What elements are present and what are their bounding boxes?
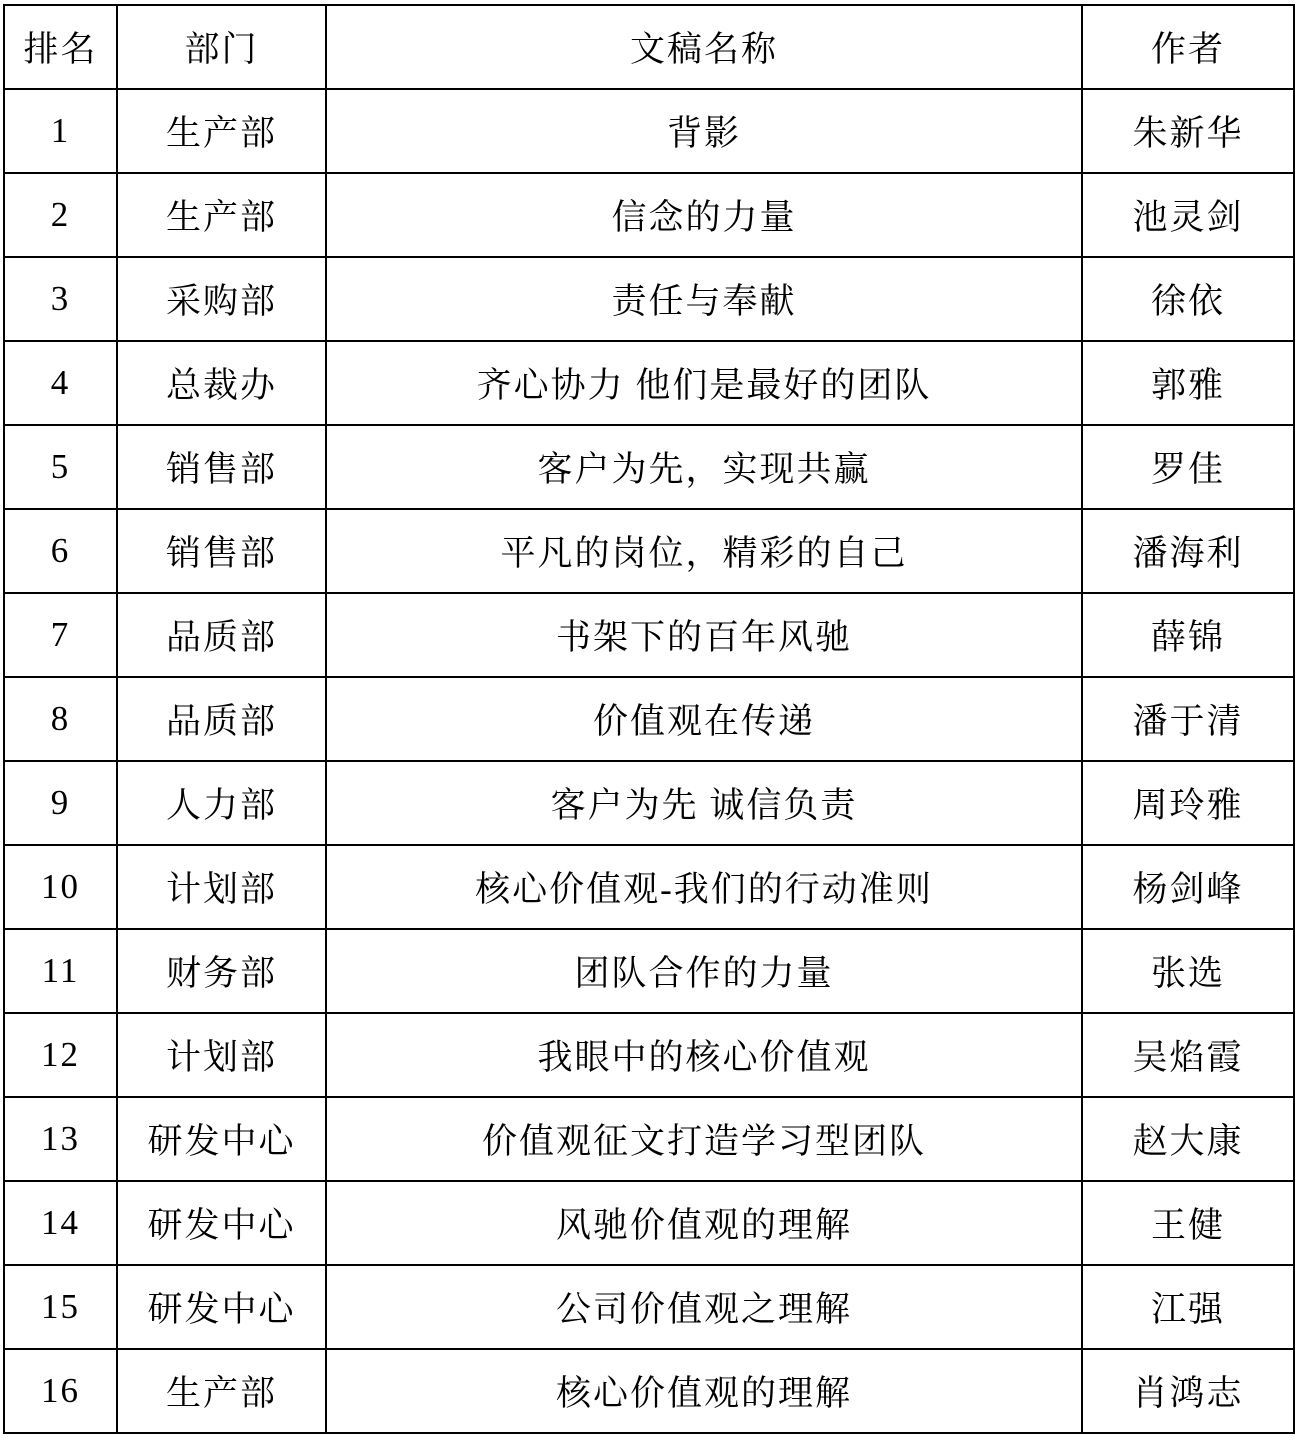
department-cell: 人力部 bbox=[117, 761, 326, 845]
rank-cell: 9 bbox=[4, 761, 117, 845]
table-body bbox=[4, 89, 1294, 1433]
ranking-table bbox=[3, 4, 1295, 1434]
table-row bbox=[4, 1265, 1294, 1349]
rank-cell: 14 bbox=[4, 1181, 117, 1265]
rank-cell: 12 bbox=[4, 1013, 117, 1097]
table-row bbox=[4, 341, 1294, 425]
author-cell: 张选 bbox=[1082, 929, 1294, 1013]
department-cell: 研发中心 bbox=[117, 1181, 326, 1265]
table-row bbox=[4, 509, 1294, 593]
rank-cell: 8 bbox=[4, 677, 117, 761]
title-cell: 齐心协力 他们是最好的团队 bbox=[326, 341, 1082, 425]
author-cell: 江强 bbox=[1082, 1265, 1294, 1349]
department-cell: 计划部 bbox=[117, 1013, 326, 1097]
department-cell: 销售部 bbox=[117, 509, 326, 593]
department-cell: 研发中心 bbox=[117, 1265, 326, 1349]
title-cell: 我眼中的核心价值观 bbox=[326, 1013, 1082, 1097]
department-cell: 计划部 bbox=[117, 845, 326, 929]
author-cell: 肖鸿志 bbox=[1082, 1349, 1294, 1433]
rank-cell: 10 bbox=[4, 845, 117, 929]
rank-cell: 13 bbox=[4, 1097, 117, 1181]
title-cell: 客户为先，实现共赢 bbox=[326, 425, 1082, 509]
title-cell: 公司价值观之理解 bbox=[326, 1265, 1082, 1349]
author-cell: 徐依 bbox=[1082, 257, 1294, 341]
title-cell: 核心价值观的理解 bbox=[326, 1349, 1082, 1433]
title-cell: 价值观征文打造学习型团队 bbox=[326, 1097, 1082, 1181]
author-cell: 杨剑峰 bbox=[1082, 845, 1294, 929]
header-author: 作者 bbox=[1082, 5, 1294, 89]
author-cell: 赵大康 bbox=[1082, 1097, 1294, 1181]
department-cell: 研发中心 bbox=[117, 1097, 326, 1181]
rank-cell: 16 bbox=[4, 1349, 117, 1433]
table-row bbox=[4, 257, 1294, 341]
table-row bbox=[4, 1349, 1294, 1433]
table-row bbox=[4, 761, 1294, 845]
author-cell: 潘于清 bbox=[1082, 677, 1294, 761]
table-row bbox=[4, 173, 1294, 257]
table-row bbox=[4, 89, 1294, 173]
title-cell: 客户为先 诚信负责 bbox=[326, 761, 1082, 845]
author-cell: 罗佳 bbox=[1082, 425, 1294, 509]
title-cell: 背影 bbox=[326, 89, 1082, 173]
table-row bbox=[4, 677, 1294, 761]
department-cell: 采购部 bbox=[117, 257, 326, 341]
table-row bbox=[4, 845, 1294, 929]
department-cell: 销售部 bbox=[117, 425, 326, 509]
title-cell: 价值观在传递 bbox=[326, 677, 1082, 761]
title-cell: 核心价值观-我们的行动准则 bbox=[326, 845, 1082, 929]
header-title: 文稿名称 bbox=[326, 5, 1082, 89]
table-row bbox=[4, 425, 1294, 509]
rank-cell: 15 bbox=[4, 1265, 117, 1349]
author-cell: 潘海利 bbox=[1082, 509, 1294, 593]
author-cell: 王健 bbox=[1082, 1181, 1294, 1265]
rank-cell: 11 bbox=[4, 929, 117, 1013]
rank-cell: 7 bbox=[4, 593, 117, 677]
department-cell: 生产部 bbox=[117, 89, 326, 173]
rank-cell: 1 bbox=[4, 89, 117, 173]
department-cell: 品质部 bbox=[117, 677, 326, 761]
department-cell: 品质部 bbox=[117, 593, 326, 677]
title-cell: 团队合作的力量 bbox=[326, 929, 1082, 1013]
table-row bbox=[4, 593, 1294, 677]
rank-cell: 5 bbox=[4, 425, 117, 509]
table-row bbox=[4, 929, 1294, 1013]
table-row bbox=[4, 1181, 1294, 1265]
title-cell: 风驰价值观的理解 bbox=[326, 1181, 1082, 1265]
header-row bbox=[4, 5, 1294, 89]
table-row bbox=[4, 1013, 1294, 1097]
rank-cell: 3 bbox=[4, 257, 117, 341]
author-cell: 吴焰霞 bbox=[1082, 1013, 1294, 1097]
author-cell: 池灵剑 bbox=[1082, 173, 1294, 257]
table-row bbox=[4, 1097, 1294, 1181]
department-cell: 生产部 bbox=[117, 1349, 326, 1433]
author-cell: 朱新华 bbox=[1082, 89, 1294, 173]
rank-cell: 2 bbox=[4, 173, 117, 257]
header-rank: 排名 bbox=[4, 5, 117, 89]
department-cell: 财务部 bbox=[117, 929, 326, 1013]
title-cell: 信念的力量 bbox=[326, 173, 1082, 257]
department-cell: 总裁办 bbox=[117, 341, 326, 425]
author-cell: 周玲雅 bbox=[1082, 761, 1294, 845]
department-cell: 生产部 bbox=[117, 173, 326, 257]
rank-cell: 6 bbox=[4, 509, 117, 593]
title-cell: 书架下的百年风驰 bbox=[326, 593, 1082, 677]
author-cell: 薛锦 bbox=[1082, 593, 1294, 677]
title-cell: 平凡的岗位，精彩的自己 bbox=[326, 509, 1082, 593]
header-department: 部门 bbox=[117, 5, 326, 89]
rank-cell: 4 bbox=[4, 341, 117, 425]
author-cell: 郭雅 bbox=[1082, 341, 1294, 425]
title-cell: 责任与奉献 bbox=[326, 257, 1082, 341]
